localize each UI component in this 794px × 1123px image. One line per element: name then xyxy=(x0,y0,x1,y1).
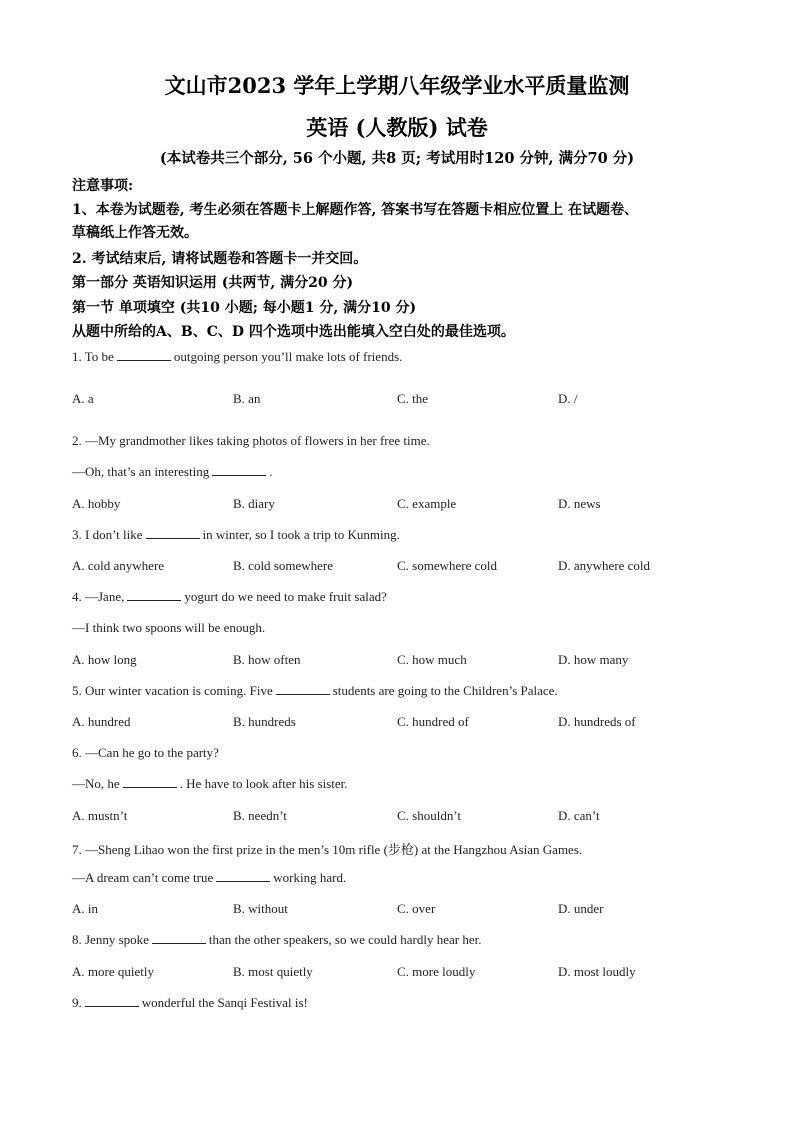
answer-blank xyxy=(146,528,200,539)
question-text: yogurt do we need to make fruit salad? xyxy=(184,589,387,604)
question-text: —A dream can’t come true xyxy=(72,870,214,885)
question-text: 8. Jenny spoke xyxy=(72,932,149,947)
option-c: C. hundred of xyxy=(397,714,469,729)
answer-blank xyxy=(152,933,206,944)
section-instruction: 从题中所给的A、B、C、D 四个选项中选出能填入空白处的最佳选项。 xyxy=(72,324,515,340)
option-c: C. shouldn’t xyxy=(397,808,462,823)
question-text: —No, he xyxy=(72,776,120,791)
option-a: A. hundred xyxy=(72,714,131,729)
question-7-reply xyxy=(72,870,346,886)
question-text: working hard. xyxy=(273,870,347,885)
option-d: D. how many xyxy=(558,652,629,667)
question-9 xyxy=(72,995,308,1011)
question-6: 6. —Can he go to the party? xyxy=(72,745,219,760)
question-3 xyxy=(72,527,400,543)
answer-blank xyxy=(123,777,177,788)
answer-blank xyxy=(127,590,181,601)
option-d: D. anywhere cold xyxy=(558,558,651,573)
question-text: 5. Our winter vacation is coming. Five xyxy=(72,683,273,698)
option-b: B. most quietly xyxy=(233,964,313,979)
option-b: B. diary xyxy=(233,496,275,511)
answer-blank xyxy=(216,871,270,882)
question-text: students are going to the Children’s Palace. xyxy=(332,683,558,698)
question-text: —Oh, that’s an interesting xyxy=(72,464,210,479)
option-b: B. needn’t xyxy=(233,808,287,823)
question-6-reply xyxy=(72,776,348,792)
question-2: 2. —My grandmother likes taking photos of flowers in her free time. xyxy=(72,433,430,448)
exam-title: 文山市2023 学年上学期八年级学业水平质量监测 xyxy=(164,73,630,98)
option-a: A. mustn’t xyxy=(72,808,128,823)
answer-blank xyxy=(117,350,171,361)
option-b: B. how often xyxy=(233,652,301,667)
option-a: A. more quietly xyxy=(72,964,154,979)
notes-heading: 注意事项: xyxy=(72,178,134,194)
question-text: . He have to look after his sister. xyxy=(179,776,348,791)
question-text: wonderful the Sanqi Festival is! xyxy=(141,995,308,1010)
option-d: D. under xyxy=(558,901,604,916)
question-2-reply xyxy=(72,464,272,480)
section-sub: 第一节 单项填空 (共10 小题; 每小题1 分, 满分10 分) xyxy=(72,300,417,316)
notes-line-1b: 草稿纸上作答无效。 xyxy=(72,225,198,241)
question-8 xyxy=(72,932,481,948)
option-b: B. cold somewhere xyxy=(233,558,334,573)
question-text: outgoing person you’ll make lots of friends. xyxy=(173,349,403,364)
option-c: C. somewhere cold xyxy=(397,558,498,573)
question-text: 4. —Jane, xyxy=(72,589,125,604)
answer-blank xyxy=(276,684,330,695)
option-a: A. cold anywhere xyxy=(72,558,165,573)
question-4 xyxy=(72,589,387,605)
question-5 xyxy=(72,683,558,699)
question-text: than the other speakers, so we could hardly hear her. xyxy=(208,932,482,947)
option-d: D. most loudly xyxy=(558,964,636,979)
option-d: D. news xyxy=(558,496,601,511)
option-a: A. how long xyxy=(72,652,137,667)
option-a: A. a xyxy=(72,391,94,406)
notes-line-1: 1、本卷为试题卷, 考生必须在答题卡上解题作答, 答案书写在答题卡相应位置上 在试题卷、 xyxy=(72,202,639,218)
question-4-reply: —I think two spoons will be enough. xyxy=(72,620,266,635)
exam-info: (本试卷共三个部分, 56 个小题, 共8 页; 考试用时120 分钟, 满分70 分) xyxy=(159,150,635,167)
section-part: 第一部分 英语知识运用 (共两节, 满分20 分) xyxy=(72,275,354,291)
option-c: C. how much xyxy=(397,652,467,667)
question-text: 9. xyxy=(72,995,82,1010)
notes-line-2: 2. 考试结束后, 请将试题卷和答题卡一并交回。 xyxy=(72,251,368,267)
answer-blank xyxy=(212,465,266,476)
option-a: A. hobby xyxy=(72,496,121,511)
option-c: C. the xyxy=(397,391,429,406)
option-b: B. without xyxy=(233,901,288,916)
option-c: C. more loudly xyxy=(397,964,476,979)
option-c: C. over xyxy=(397,901,436,916)
question-1 xyxy=(72,349,402,365)
option-b: B. hundreds xyxy=(233,714,296,729)
option-a: A. in xyxy=(72,901,98,916)
option-c: C. example xyxy=(397,496,457,511)
option-d: D. can’t xyxy=(558,808,600,823)
question-text: in winter, so I took a trip to Kunming. xyxy=(202,527,400,542)
option-d: D. hundreds of xyxy=(558,714,636,729)
question-7: 7. —Sheng Lihao won the first prize in the men’s 10m rifle (步枪) at the Hangzhou Asian Games. xyxy=(72,842,583,857)
question-text: . xyxy=(269,464,273,479)
answer-blank xyxy=(85,996,139,1007)
question-text: 1. To be xyxy=(72,349,114,364)
option-d: D. / xyxy=(558,391,578,406)
exam-subtitle: 英语 (人教版) 试卷 xyxy=(306,115,488,140)
option-b: B. an xyxy=(233,391,261,406)
question-text: 3. I don’t like xyxy=(72,527,143,542)
